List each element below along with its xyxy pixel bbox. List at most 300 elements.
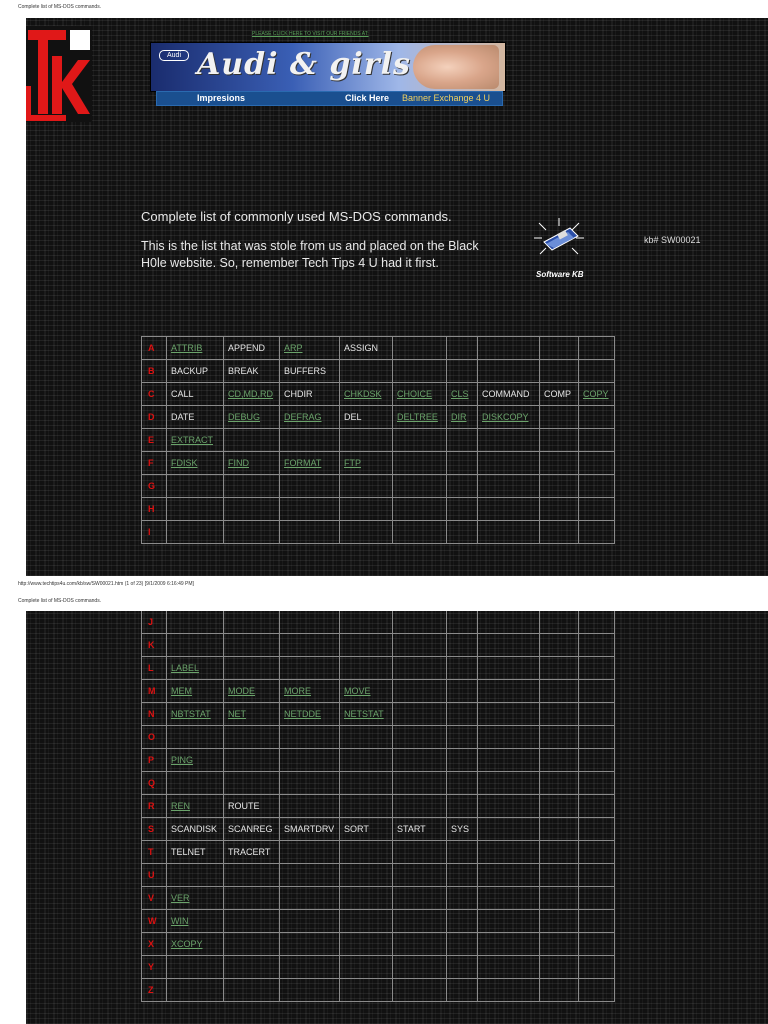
table-cell (540, 772, 579, 795)
table-cell (167, 703, 224, 726)
table-cell (540, 680, 579, 703)
table-cell (540, 634, 579, 657)
table-cell (478, 360, 540, 383)
table-cell (224, 795, 280, 818)
table-cell (280, 429, 340, 452)
table-cell (280, 680, 340, 703)
table-cell (447, 611, 478, 634)
command-link-cls[interactable]: CLS (451, 389, 469, 399)
table-cell (478, 634, 540, 657)
table-cell (393, 475, 447, 498)
table-cell (280, 772, 340, 795)
table-cell (340, 841, 393, 864)
table-cell (478, 956, 540, 979)
table-row (142, 772, 615, 795)
table-cell (579, 979, 615, 1002)
table-cell (340, 634, 393, 657)
table-cell (579, 726, 615, 749)
table-cell (579, 452, 615, 475)
command-label-sys: SYS (451, 824, 470, 834)
table-cell (540, 726, 579, 749)
table-cell (540, 910, 579, 933)
software-kb-icon (534, 218, 584, 258)
command-label-command: COMMAND (482, 389, 530, 399)
command-link-label[interactable]: LABEL (171, 663, 200, 673)
table-cell (280, 749, 340, 772)
table-cell (340, 979, 393, 1002)
table-cell (447, 680, 478, 703)
table-row (142, 841, 615, 864)
impressions-label: Impresions (197, 93, 246, 103)
table-cell (579, 749, 615, 772)
table-cell (224, 864, 280, 887)
table-row (142, 657, 615, 680)
command-label-sort: SORT (344, 824, 369, 834)
table-cell (340, 475, 393, 498)
command-label-chdir: CHDIR (284, 389, 313, 399)
command-link-fdisk[interactable]: FDISK (171, 458, 198, 468)
table-cell (340, 956, 393, 979)
table-cell (478, 498, 540, 521)
table-cell (579, 383, 615, 406)
table-cell (579, 910, 615, 933)
table-cell (447, 910, 478, 933)
table-cell (280, 360, 340, 383)
command-link-ren[interactable]: REN (171, 801, 191, 811)
command-link-copy[interactable]: COPY (583, 389, 609, 399)
table-cell (447, 703, 478, 726)
print-footer-url: http://www.techtips4u.com/kb/sw/SW00021.htm (1 of 23) [9/1/2009 6:16:49 PM] (18, 581, 194, 587)
table-cell (224, 406, 280, 429)
table-cell (393, 337, 447, 360)
row-letter: N (142, 703, 167, 726)
table-cell (393, 452, 447, 475)
table-cell (340, 933, 393, 956)
table-cell (280, 726, 340, 749)
table-cell (393, 634, 447, 657)
table-cell (393, 611, 447, 634)
row-letter: S (142, 818, 167, 841)
table-cell (478, 337, 540, 360)
table-cell (280, 887, 340, 910)
table-cell (224, 337, 280, 360)
row-letter: Q (142, 772, 167, 795)
table-cell (393, 956, 447, 979)
command-link-nbtstat[interactable]: NBTSTAT (171, 709, 211, 719)
table-cell (540, 521, 579, 544)
banner-exchange-label[interactable]: Banner Exchange 4 U (402, 93, 491, 103)
table-cell (340, 498, 393, 521)
table-cell (340, 910, 393, 933)
table-cell (280, 383, 340, 406)
table-cell (579, 498, 615, 521)
table-cell (167, 979, 224, 1002)
table-cell (340, 429, 393, 452)
command-label-scandisk: SCANDISK (171, 824, 218, 834)
table-cell (340, 657, 393, 680)
table-cell (280, 475, 340, 498)
table-cell (280, 452, 340, 475)
table-cell (447, 818, 478, 841)
table-cell (579, 429, 615, 452)
table-cell (224, 383, 280, 406)
table-cell (540, 933, 579, 956)
table-cell (393, 887, 447, 910)
command-link-format[interactable]: FORMAT (284, 458, 322, 468)
table-cell (224, 887, 280, 910)
table-cell (579, 337, 615, 360)
intro-heading: Complete list of commonly used MS-DOS commands. (141, 209, 452, 224)
table-cell (224, 910, 280, 933)
table-cell (340, 452, 393, 475)
table-cell (340, 795, 393, 818)
table-row (142, 680, 615, 703)
table-cell (224, 429, 280, 452)
table-cell (280, 611, 340, 634)
command-label-smartdrv: SMARTDRV (284, 824, 335, 834)
table-cell (579, 406, 615, 429)
table-cell (280, 795, 340, 818)
banner-exchange-bar[interactable] (156, 91, 503, 106)
table-row (142, 383, 615, 406)
command-link-diskcopy[interactable]: DISKCOPY (482, 412, 529, 422)
table-cell (478, 383, 540, 406)
table-cell (340, 611, 393, 634)
table-row (142, 611, 615, 634)
command-link-net[interactable]: NET (228, 709, 246, 719)
row-letter: B (142, 360, 167, 383)
command-link-win[interactable]: WIN (171, 916, 189, 926)
row-letter: M (142, 680, 167, 703)
table-cell (393, 383, 447, 406)
command-link-debug[interactable]: DEBUG (228, 412, 261, 422)
table-cell (340, 772, 393, 795)
table-cell (447, 452, 478, 475)
table-cell (393, 406, 447, 429)
banner-friends-link[interactable]: PLEASE CLICK HERE TO VISIT OUR FRIENDS AT: (252, 31, 369, 37)
table-cell (478, 521, 540, 544)
table-cell (340, 749, 393, 772)
row-letter: K (142, 634, 167, 657)
table-cell (478, 475, 540, 498)
table-cell (540, 498, 579, 521)
table-cell (280, 841, 340, 864)
table-cell (447, 521, 478, 544)
table-cell (579, 956, 615, 979)
command-label-telnet: TELNET (171, 847, 206, 857)
table-cell (167, 680, 224, 703)
table-cell (167, 795, 224, 818)
table-cell (224, 498, 280, 521)
table-cell (478, 933, 540, 956)
command-label-tracert: TRACERT (228, 847, 271, 857)
command-link-cd-md-rd[interactable]: CD,MD,RD (228, 389, 273, 399)
table-cell (579, 521, 615, 544)
command-link-mem[interactable]: MEM (171, 686, 192, 696)
table-cell (393, 498, 447, 521)
command-label-break: BREAK (228, 366, 259, 376)
table-cell (280, 337, 340, 360)
command-link-move[interactable]: MOVE (344, 686, 371, 696)
command-label-assign: ASSIGN (344, 343, 379, 353)
table-row (142, 406, 615, 429)
table-cell (478, 429, 540, 452)
table-row (142, 521, 615, 544)
table-cell (478, 841, 540, 864)
table-cell (540, 795, 579, 818)
table-cell (280, 634, 340, 657)
row-letter: F (142, 452, 167, 475)
table-cell (393, 933, 447, 956)
row-letter: A (142, 337, 167, 360)
table-cell (447, 406, 478, 429)
table-row (142, 360, 615, 383)
table-cell (224, 749, 280, 772)
table-cell (167, 360, 224, 383)
table-cell (447, 657, 478, 680)
ttu-logo-icon (26, 26, 92, 122)
table-cell (579, 475, 615, 498)
command-link-choice[interactable]: CHOICE (397, 389, 433, 399)
table-cell (167, 498, 224, 521)
row-letter: I (142, 521, 167, 544)
table-cell (447, 429, 478, 452)
table-cell (579, 680, 615, 703)
table-cell (478, 772, 540, 795)
table-cell (447, 864, 478, 887)
table-cell (478, 726, 540, 749)
table-cell (478, 749, 540, 772)
table-cell (167, 611, 224, 634)
table-cell (224, 933, 280, 956)
table-cell (224, 726, 280, 749)
table-cell (340, 818, 393, 841)
table-cell (167, 406, 224, 429)
command-link-attrib[interactable]: ATTRIB (171, 343, 203, 353)
table-row (142, 475, 615, 498)
command-link-arp[interactable]: ARP (284, 343, 303, 353)
table-cell (167, 452, 224, 475)
table-cell (540, 841, 579, 864)
table-cell (340, 887, 393, 910)
table-cell (540, 657, 579, 680)
table-row (142, 337, 615, 360)
table-cell (224, 956, 280, 979)
command-link-xcopy[interactable]: XCOPY (171, 939, 203, 949)
table-cell (340, 521, 393, 544)
table-cell (224, 360, 280, 383)
table-cell (167, 772, 224, 795)
table-cell (224, 772, 280, 795)
command-link-more[interactable]: MORE (284, 686, 311, 696)
table-cell (167, 887, 224, 910)
command-link-ver[interactable]: VER (171, 893, 190, 903)
table-cell (393, 864, 447, 887)
table-row (142, 864, 615, 887)
banner-brand: Audi & girls (197, 47, 411, 82)
table-cell (167, 933, 224, 956)
table-cell (280, 956, 340, 979)
command-label-buffers: BUFFERS (284, 366, 327, 376)
table-row (142, 429, 615, 452)
command-link-extract[interactable]: EXTRACT (171, 435, 214, 445)
command-link-dir[interactable]: DIR (451, 412, 467, 422)
table-cell (478, 680, 540, 703)
table-cell (224, 452, 280, 475)
command-label-backup: BACKUP (171, 366, 209, 376)
table-cell (447, 979, 478, 1002)
table-row (142, 726, 615, 749)
table-cell (540, 956, 579, 979)
table-cell (167, 429, 224, 452)
table-cell (447, 933, 478, 956)
table-cell (280, 818, 340, 841)
table-cell (280, 657, 340, 680)
table-cell (280, 864, 340, 887)
table-cell (447, 726, 478, 749)
table-cell (540, 887, 579, 910)
row-letter: O (142, 726, 167, 749)
row-letter: X (142, 933, 167, 956)
table-cell (579, 818, 615, 841)
command-link-deltree[interactable]: DELTREE (397, 412, 438, 422)
table-cell (167, 634, 224, 657)
table-cell (579, 795, 615, 818)
row-letter: Y (142, 956, 167, 979)
table-cell (224, 521, 280, 544)
table-cell (224, 657, 280, 680)
row-letter: R (142, 795, 167, 818)
table-cell (393, 703, 447, 726)
row-letter: G (142, 475, 167, 498)
table-cell (280, 910, 340, 933)
table-cell (280, 703, 340, 726)
table-cell (224, 703, 280, 726)
command-link-chkdsk[interactable]: CHKDSK (344, 389, 382, 399)
table-cell (540, 429, 579, 452)
table-cell (167, 864, 224, 887)
table-cell (280, 406, 340, 429)
command-link-find[interactable]: FIND (228, 458, 249, 468)
table-row (142, 933, 615, 956)
table-cell (340, 680, 393, 703)
table-cell (579, 841, 615, 864)
row-letter: V (142, 887, 167, 910)
table-row (142, 818, 615, 841)
table-cell (478, 703, 540, 726)
table-row (142, 634, 615, 657)
print-header-page1: Complete list of MS-DOS commands. (18, 4, 102, 10)
command-label-start: START (397, 824, 426, 834)
command-link-mode[interactable]: MODE (228, 686, 255, 696)
page1-panel (26, 18, 768, 576)
table-cell (280, 498, 340, 521)
table-cell (340, 337, 393, 360)
table-row (142, 452, 615, 475)
banner-ad-image[interactable] (150, 42, 506, 92)
table-cell (340, 383, 393, 406)
command-label-scanreg: SCANREG (228, 824, 273, 834)
command-link-defrag[interactable]: DEFRAG (284, 412, 322, 422)
command-link-netdde[interactable]: NETDDE (284, 709, 322, 719)
table-cell (447, 887, 478, 910)
table-cell (579, 864, 615, 887)
table-cell (540, 611, 579, 634)
kb-number: kb# SW00021 (644, 235, 701, 245)
table-cell (540, 452, 579, 475)
table-cell (393, 749, 447, 772)
table-cell (340, 726, 393, 749)
table-cell (393, 818, 447, 841)
table-row (142, 979, 615, 1002)
table-cell (478, 910, 540, 933)
table-cell (447, 841, 478, 864)
table-cell (167, 521, 224, 544)
intro-paragraph: This is the list that was stole from us and placed on the Black H0le website. So, remember Tech Tips 4 U had it first. (141, 239, 479, 270)
table-cell (340, 703, 393, 726)
table-cell (340, 864, 393, 887)
table-cell (478, 406, 540, 429)
table-cell (540, 864, 579, 887)
table-cell (167, 726, 224, 749)
table-cell (579, 887, 615, 910)
table-cell (393, 360, 447, 383)
table-row (142, 910, 615, 933)
table-cell (478, 864, 540, 887)
table-cell (540, 475, 579, 498)
page2-panel (26, 611, 768, 1024)
table-cell (447, 749, 478, 772)
table-cell (224, 634, 280, 657)
car-logo-icon: Audi (159, 50, 189, 61)
table-cell (393, 680, 447, 703)
table-cell (393, 910, 447, 933)
table-cell (579, 611, 615, 634)
table-cell (167, 956, 224, 979)
table-cell (393, 657, 447, 680)
table-cell (579, 657, 615, 680)
row-letter: T (142, 841, 167, 864)
command-link-netstat[interactable]: NETSTAT (344, 709, 384, 719)
table-cell (393, 429, 447, 452)
table-cell (224, 611, 280, 634)
command-link-ping[interactable]: PING (171, 755, 194, 765)
table-cell (167, 841, 224, 864)
table-cell (167, 383, 224, 406)
table-cell (447, 956, 478, 979)
table-cell (224, 841, 280, 864)
table-cell (579, 703, 615, 726)
row-letter: C (142, 383, 167, 406)
row-letter: L (142, 657, 167, 680)
table-cell (478, 979, 540, 1002)
row-letter: W (142, 910, 167, 933)
click-here-link[interactable]: Click Here (345, 93, 390, 103)
command-link-ftp[interactable]: FTP (344, 458, 361, 468)
table-cell (167, 818, 224, 841)
table-row (142, 749, 615, 772)
commands-table-j-z (141, 611, 615, 1002)
commands-table-a-i (141, 336, 615, 544)
table-cell (540, 383, 579, 406)
table-cell (224, 818, 280, 841)
table-cell (447, 795, 478, 818)
table-cell (167, 475, 224, 498)
row-letter: D (142, 406, 167, 429)
command-label-route: ROUTE (228, 801, 260, 811)
table-cell (167, 749, 224, 772)
table-cell (447, 475, 478, 498)
